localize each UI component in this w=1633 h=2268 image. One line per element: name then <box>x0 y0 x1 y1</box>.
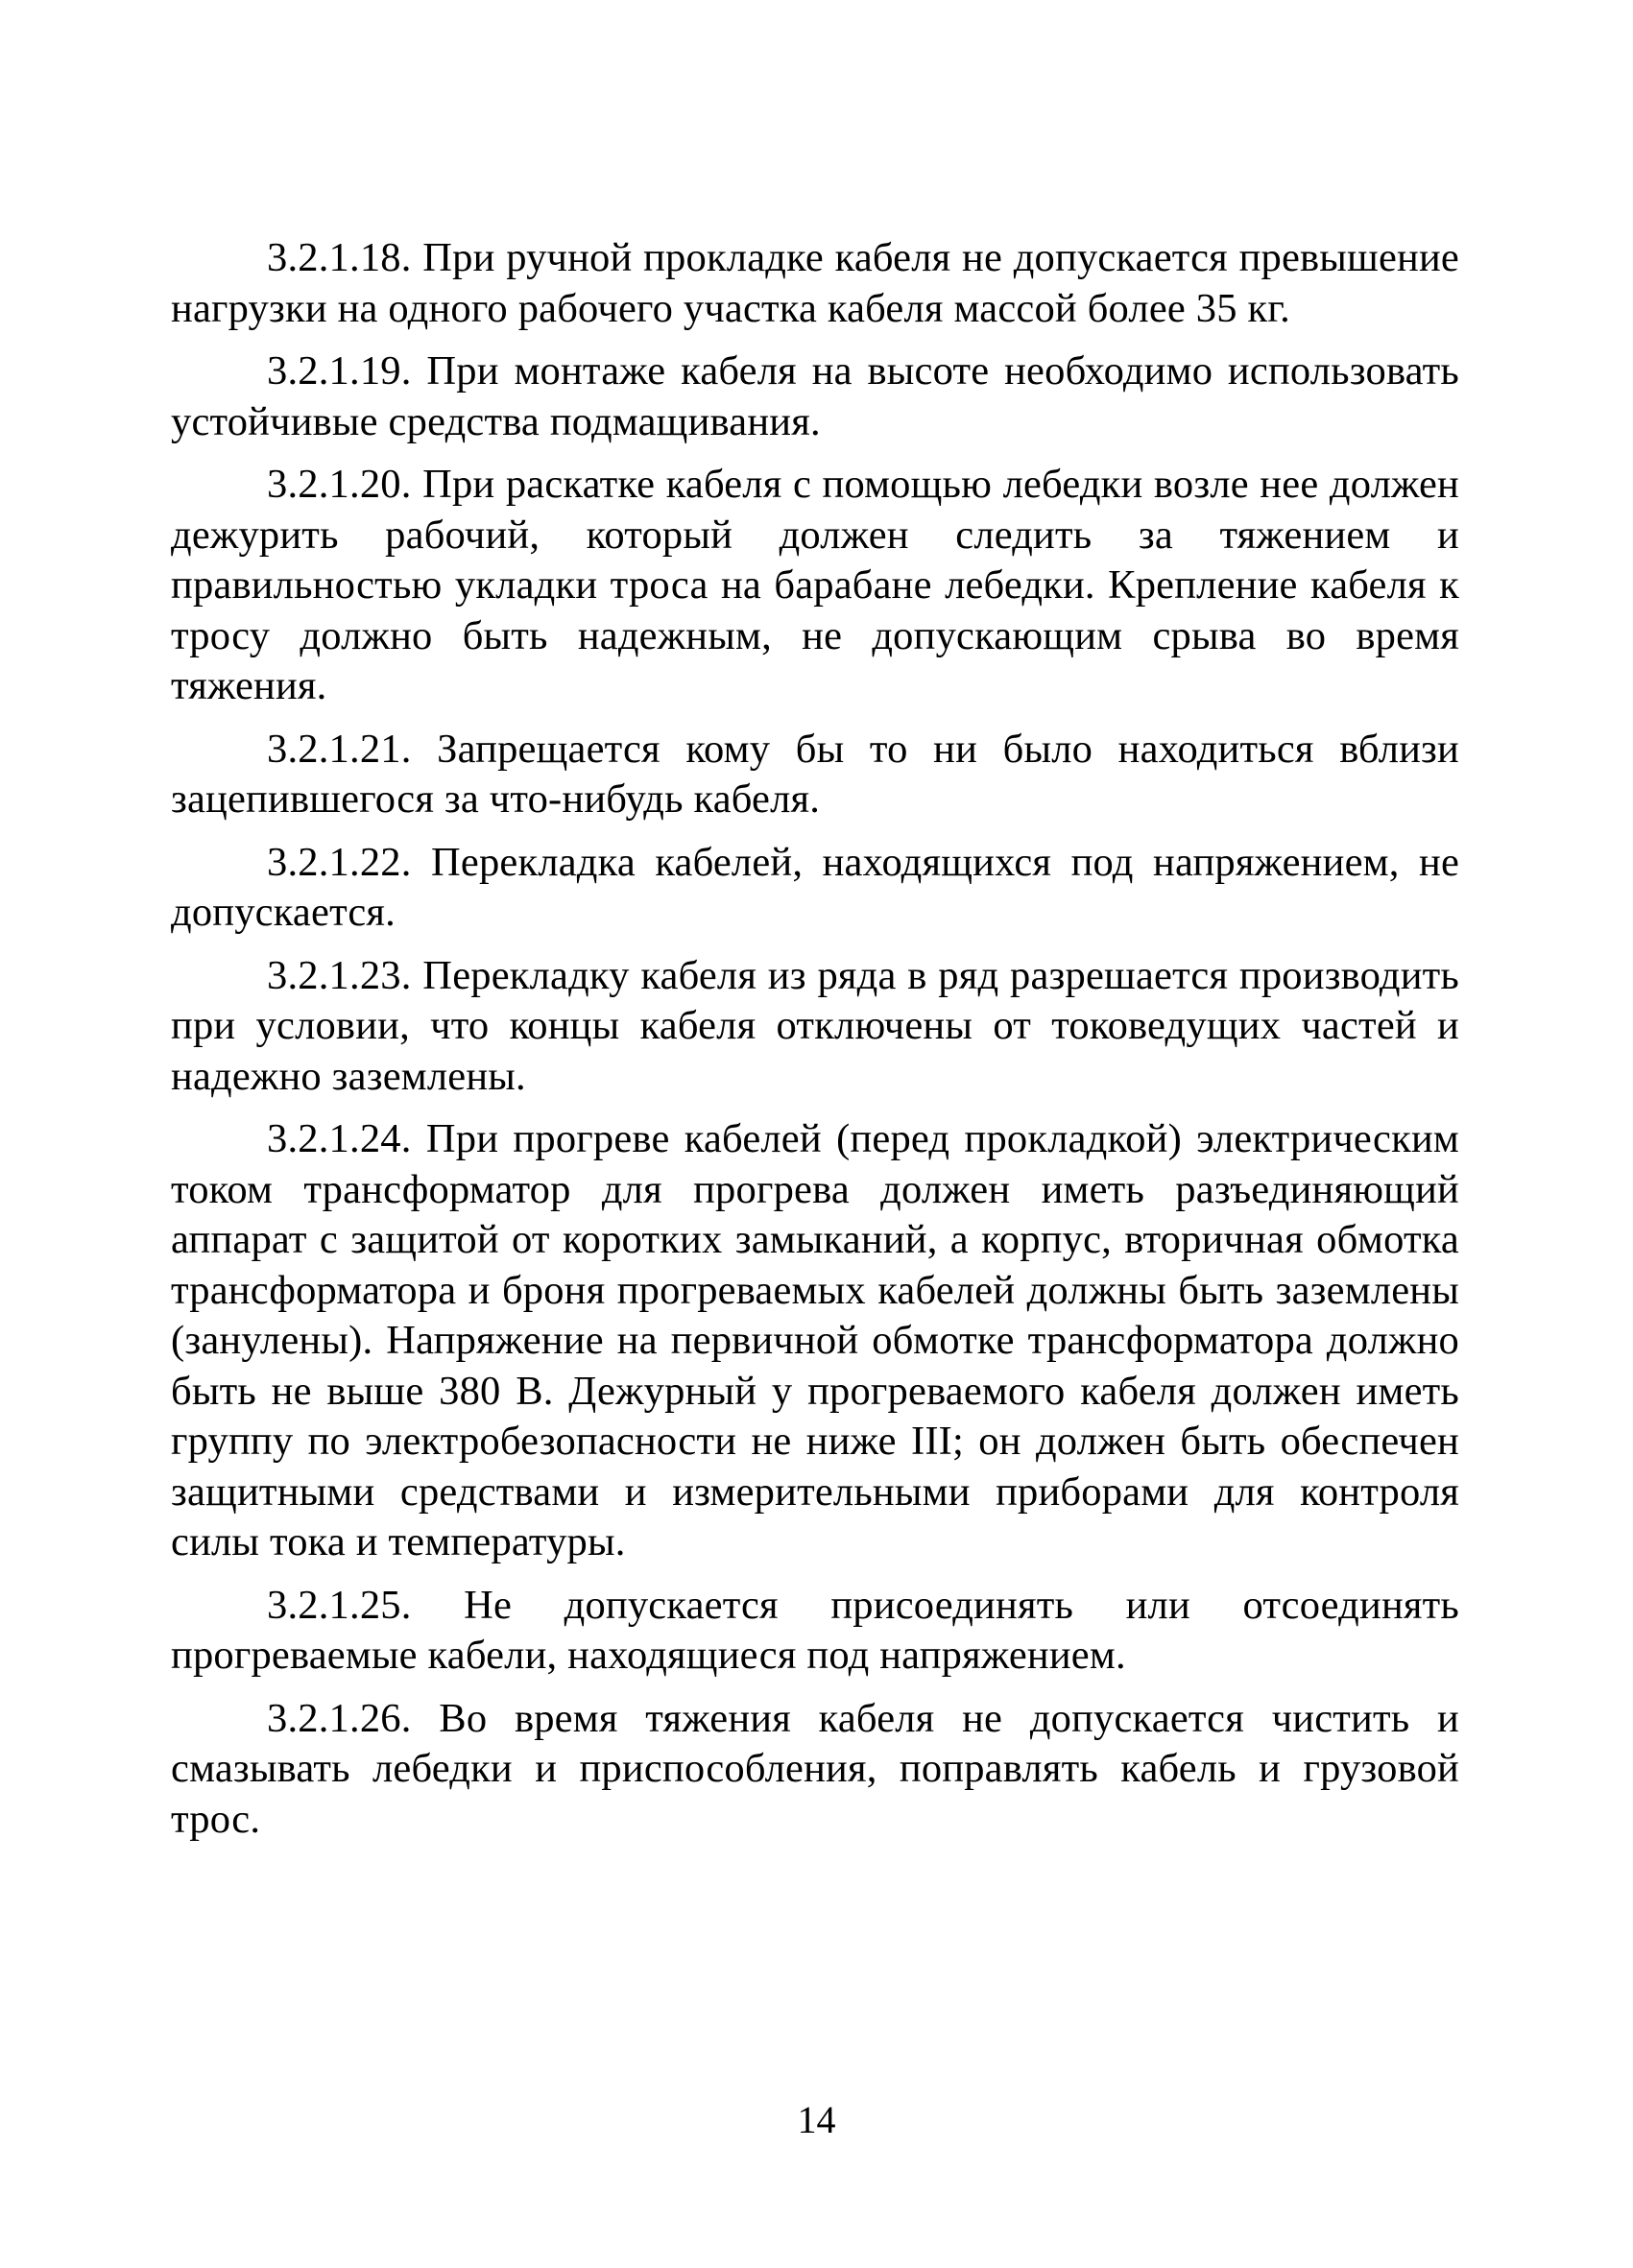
paragraph-number: 3.2.1.20. <box>267 462 412 507</box>
page-number: 14 <box>797 2098 836 2141</box>
paragraph-3-2-1-19 <box>171 346 1459 447</box>
paragraph-number: 3.2.1.25. <box>267 1582 412 1628</box>
paragraph-text: При раскатке кабеля с помощью лебедки возле нее должен дежурить рабочий, который должен следить за тяжением и правильностью укладки троса на барабане лебедки. Крепление кабеля к тросу должно быть надежным, не допускающим срыва во время тяжения. <box>171 462 1460 708</box>
paragraph-3-2-1-18 <box>171 233 1459 334</box>
paragraph-3-2-1-22 <box>171 838 1459 939</box>
paragraph-number: 3.2.1.23. <box>267 952 412 998</box>
paragraph-3-2-1-21 <box>171 725 1459 825</box>
paragraph-number: 3.2.1.19. <box>267 348 412 394</box>
paragraph-text: Перекладку кабеля из ряда в ряд разрешается производить при условии, что концы кабеля отключены от токоведущих частей и надежно заземлены. <box>171 952 1460 1099</box>
paragraph-number: 3.2.1.26. <box>267 1695 412 1741</box>
paragraph-3-2-1-23 <box>171 951 1459 1103</box>
paragraph-number: 3.2.1.24. <box>267 1116 412 1161</box>
paragraph-3-2-1-20 <box>171 460 1459 712</box>
paragraph-3-2-1-25 <box>171 1581 1459 1682</box>
paragraph-number: 3.2.1.21. <box>267 726 412 772</box>
paragraph-number: 3.2.1.22. <box>267 839 412 885</box>
page-body <box>171 233 1459 1857</box>
paragraph-3-2-1-24 <box>171 1114 1459 1568</box>
paragraph-3-2-1-26 <box>171 1694 1459 1846</box>
paragraph-text: При монтаже кабеля на высоте необходимо использовать устойчивые средства подмащивания. <box>171 348 1459 444</box>
paragraph-text: Запрещается кому бы то ни было находиться вблизи зацепившегося за что-нибудь кабеля. <box>171 726 1459 822</box>
paragraph-text: При прогреве кабелей (перед прокладкой) электрическим током трансформатор для прогрева должен иметь разъединяющий аппарат с защитой от коротких замыканий, а корпус, вторичная обмотка трансформатора и броня прогреваемых кабелей должны быть заземлены (занулены). Напряжение на первичной обмотке трансформатора должно быть не выше 380 В. Дежурный у прогреваемого кабеля должен иметь группу по электробезопасности не ниже III; он должен быть обеспечен защитными средствами и измерительными приборами для контроля силы тока и температуры. <box>171 1116 1459 1564</box>
paragraph-text: Во время тяжения кабеля не допускается чистить и смазывать лебедки и приспособления, поправлять кабель и грузовой трос. <box>171 1695 1459 1842</box>
paragraph-text: При ручной прокладке кабеля не допускается превышение нагрузки на одного рабочего участка кабеля массой более 35 кг. <box>171 235 1459 331</box>
paragraph-number: 3.2.1.18. <box>267 235 412 280</box>
paragraph-text: Не допускается присоединять или отсоединять прогреваемые кабели, находящиеся под напряжением. <box>171 1582 1459 1678</box>
paragraph-text: Перекладка кабелей, находящихся под напряжением, не допускается. <box>171 839 1460 935</box>
